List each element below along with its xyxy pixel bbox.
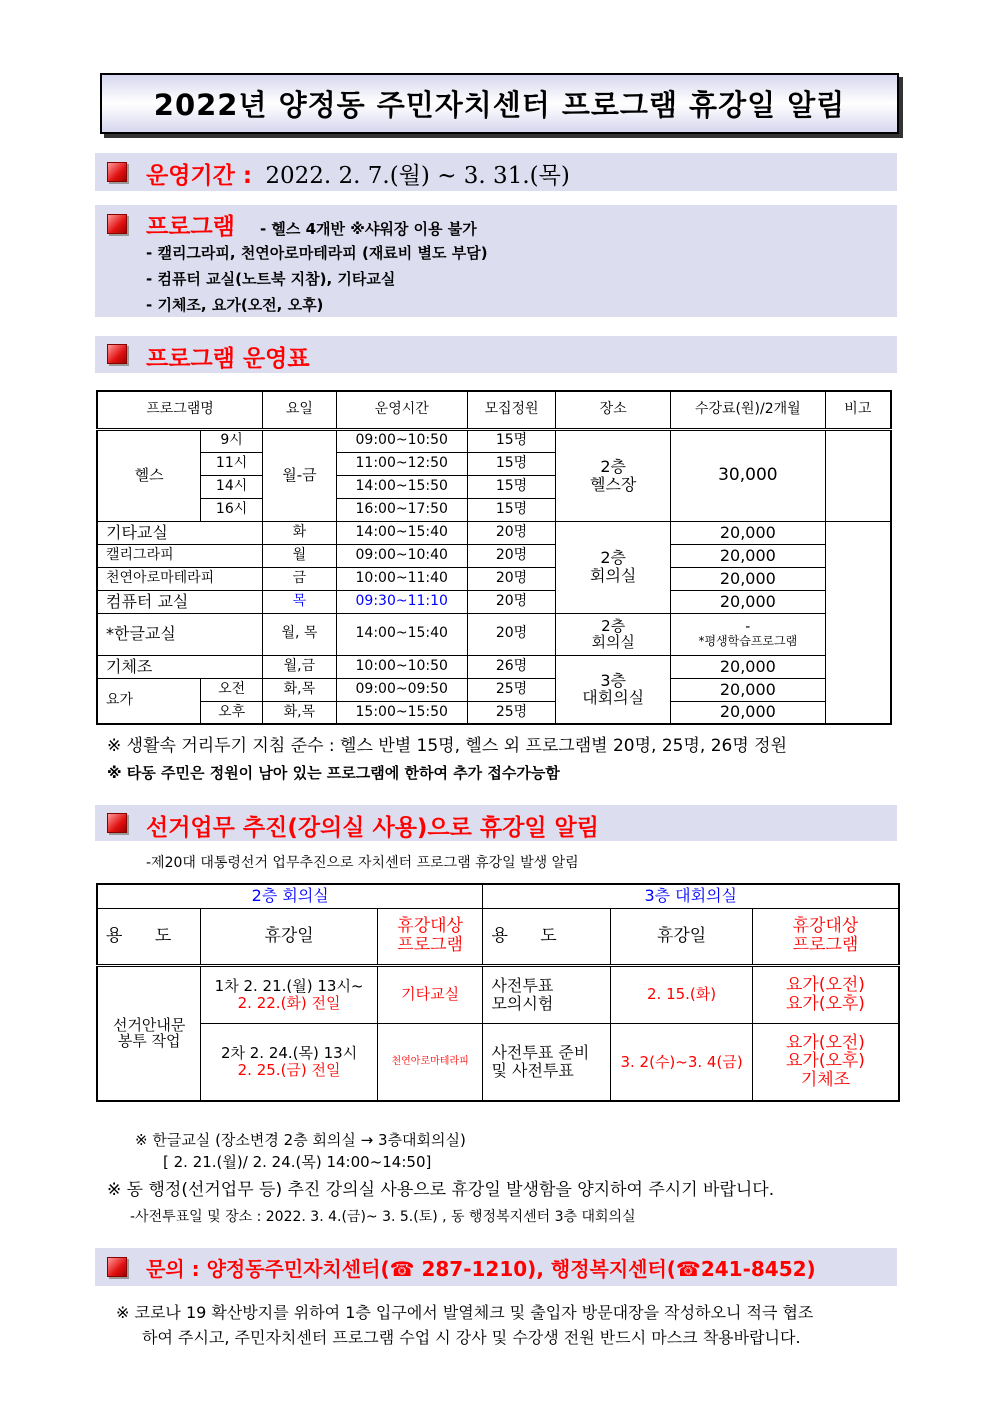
red-square-bullet-icon [107, 214, 127, 234]
day-header: 휴강일 [611, 908, 753, 965]
schedule-table [96, 390, 892, 725]
election-label: 선거업무 추진(강의실 사용)으로 휴강일 알림 [146, 815, 599, 841]
cap-cell: 20명 [467, 613, 556, 655]
table-row [97, 590, 891, 613]
column-header-row [97, 908, 899, 965]
time-cell: 10:00~11:40 [336, 567, 467, 590]
day-header: 휴강일 [201, 908, 377, 965]
table-row [97, 678, 891, 701]
fee-cell: 20,000 [671, 590, 826, 613]
fee-cell [671, 613, 826, 655]
fee-cell: 20,000 [671, 567, 826, 590]
day-line-a: 2차 2. 24.(목) 13시 [220, 1044, 358, 1063]
days-cell: 화 [263, 521, 337, 544]
program-name: 기타교실 [97, 521, 263, 544]
period-line [146, 157, 570, 190]
fee-cell: 20,000 [671, 544, 826, 567]
place-cell: 3층 대회의실 [556, 655, 671, 724]
fee-cell: 20,000 [671, 521, 826, 544]
table-row [97, 965, 899, 1023]
day-line-a: 1차 2. 21.(월) 13시~ [214, 977, 364, 995]
use-cell: 선거안내문 봉투 작업 [97, 965, 201, 1101]
room3-header: 3층 대회의실 [483, 884, 899, 908]
days-cell: 금 [263, 567, 337, 590]
schedule-note-1: ※ 생활속 거리두기 지침 준수 : 헬스 반별 15명, 헬스 외 프로그램별 20명, 25명, 26명 정원 [107, 736, 788, 756]
day-cell: 2. 15.(화) [611, 965, 753, 1023]
table-row [97, 429, 891, 452]
cap-cell: 26명 [467, 655, 556, 678]
days-cell: 월,금 [263, 655, 337, 678]
red-square-bullet-icon [107, 162, 127, 182]
election-table [96, 883, 900, 1102]
table-row [97, 655, 891, 678]
table-row [97, 567, 891, 590]
time-cell: 10:00~10:50 [336, 655, 467, 678]
election-note-b: [ 2. 21.(월)/ 2. 24.(목) 14:00~14:50] [163, 1153, 432, 1171]
cap-cell: 25명 [467, 678, 556, 701]
program-name: *한글교실 [97, 613, 263, 655]
header-cell: 운영시간 [336, 391, 467, 429]
time-cell: 15:00~15:50 [336, 701, 467, 724]
slot-cell: 14시 [201, 475, 263, 498]
header-cell: 장소 [556, 391, 671, 429]
program-line-1: - 캘리그라피, 천연아로마테라피 (재료비 별도 부담) [146, 244, 488, 262]
table-row [97, 521, 891, 544]
place-cell: 2층 회의실 [556, 521, 671, 613]
program-line-3: - 기체조, 요가(오전, 오후) [146, 296, 324, 314]
program-name: 헬스 [97, 429, 201, 521]
time-cell: 11:00~12:50 [336, 452, 467, 475]
slot-cell: 9시 [201, 429, 263, 452]
days-cell: 월-금 [263, 429, 337, 521]
day-cell [201, 965, 377, 1023]
fee-note: *평생학습프로그램 [698, 634, 798, 649]
use-header: 용 도 [97, 908, 201, 965]
program-name: 캘리그라피 [97, 544, 263, 567]
program-heading [146, 208, 477, 241]
day-cell: 3. 2(수)~3. 4(금) [611, 1023, 753, 1101]
day-line-b: 2. 25.(금) 전일 [237, 1060, 341, 1079]
election-subtitle: -제20대 대통령선거 업무추진으로 자치센터 프로그램 휴강일 발생 알림 [146, 855, 579, 871]
room2-header: 2층 회의실 [97, 884, 483, 908]
table-row [97, 544, 891, 567]
cap-cell: 20명 [467, 590, 556, 613]
prog-cell: 천연아로마테라피 [377, 1023, 483, 1101]
election-note-a: ※ 한글교실 (장소변경 2층 회의실 → 3층대회의실) [135, 1131, 466, 1149]
prog-cell: 요가(오전) 요가(오후) [752, 965, 899, 1023]
day-cell [201, 1023, 377, 1101]
place-cell: 2층 회의실 [556, 613, 671, 655]
cap-cell: 15명 [467, 475, 556, 498]
time-cell: 14:00~15:40 [336, 521, 467, 544]
fee-dash: - [745, 618, 751, 635]
time-cell: 09:00~10:40 [336, 544, 467, 567]
slot-cell: 11시 [201, 452, 263, 475]
cap-cell: 20명 [467, 521, 556, 544]
period-label: 운영기간 : [146, 163, 253, 189]
program-label: 프로그램 [146, 214, 235, 240]
schedule-label: 프로그램 운영표 [146, 346, 310, 372]
cap-cell: 15명 [467, 452, 556, 475]
table-header-row [97, 391, 891, 429]
fee-cell: 30,000 [671, 429, 826, 521]
program-line-2: - 컴퓨터 교실(노트북 지참), 기타교실 [146, 270, 396, 288]
note-cell [825, 521, 891, 724]
footer-line-2: 하여 주시고, 주민자치센터 프로그램 수업 시 강사 및 수강생 전원 반드시 마스크 착용바랍니다. [142, 1328, 801, 1347]
use-cell: 사전투표 모의시험 [483, 965, 611, 1023]
election-note-d: -사전투표일 및 장소 : 2022. 3. 4.(금)~ 3. 5.(토) , 동 행정복지센터 3층 대회의실 [130, 1209, 636, 1225]
program-name: 요가 [97, 678, 201, 724]
page-title-box [100, 73, 899, 134]
fee-cell: 20,000 [671, 701, 826, 724]
program-name: 기체조 [97, 655, 263, 678]
prog-cell: 요가(오전) 요가(오후) 기체조 [752, 1023, 899, 1101]
days-cell: 화,목 [263, 701, 337, 724]
days-cell: 목 [263, 590, 337, 613]
cap-cell: 15명 [467, 429, 556, 452]
slot-cell: 오후 [201, 701, 263, 724]
header-cell: 수강료(원)/2개월 [671, 391, 826, 429]
header-cell: 비고 [825, 391, 891, 429]
time-cell: 09:00~10:50 [336, 429, 467, 452]
red-square-bullet-icon [107, 1257, 127, 1277]
days-cell: 월, 목 [263, 613, 337, 655]
fee-cell: 20,000 [671, 678, 826, 701]
period-value: 2022. 2. 7.(월) ~ 3. 31.(목) [265, 163, 570, 189]
room-header-row [97, 884, 899, 908]
use-header: 용 도 [483, 908, 611, 965]
time-cell: 14:00~15:40 [336, 613, 467, 655]
election-note-c: ※ 동 행정(선거업무 등) 추진 강의실 사용으로 휴강일 발생함을 양지하여 주시기 바랍니다. [107, 1180, 775, 1200]
time-cell: 16:00~17:50 [336, 498, 467, 521]
cap-cell: 20명 [467, 544, 556, 567]
schedule-note-2: ※ 타동 주민은 정원이 남아 있는 프로그램에 한하여 추가 접수가능함 [107, 764, 560, 782]
footer-line-1: ※ 코로나 19 확산방지를 위하여 1층 입구에서 발열체크 및 출입자 방문대장을 작성하오니 적극 협조 [116, 1303, 814, 1322]
prog-header: 휴강대상 프로그램 [752, 908, 899, 965]
red-square-bullet-icon [107, 344, 127, 364]
red-square-bullet-icon [107, 813, 127, 833]
contact-text: 문의 : 양정동주민자치센터(☎ 287-1210), 행정복지센터(☎241-8452) [146, 1257, 816, 1281]
cap-cell: 20명 [467, 567, 556, 590]
prog-cell: 기타교실 [377, 965, 483, 1023]
time-cell: 09:00~09:50 [336, 678, 467, 701]
program-first-line: - 헬스 4개반 ※샤워장 이용 불가 [259, 220, 477, 238]
program-name: 컴퓨터 교실 [97, 590, 263, 613]
day-line-b: 2. 22.(화) 전일 [237, 993, 341, 1012]
cap-cell: 25명 [467, 701, 556, 724]
time-cell: 09:30~11:10 [336, 590, 467, 613]
note-cell [825, 429, 891, 521]
time-cell: 14:00~15:50 [336, 475, 467, 498]
prog-header: 휴강대상 프로그램 [377, 908, 483, 965]
header-cell: 모집정원 [467, 391, 556, 429]
table-row [97, 613, 891, 655]
header-cell: 요일 [263, 391, 337, 429]
slot-cell: 오전 [201, 678, 263, 701]
slot-cell: 16시 [201, 498, 263, 521]
table-row [97, 1023, 899, 1101]
days-cell: 화,목 [263, 678, 337, 701]
days-cell: 월 [263, 544, 337, 567]
program-name: 천연아로마테라피 [97, 567, 263, 590]
use-cell: 사전투표 준비 및 사전투표 [483, 1023, 611, 1101]
place-cell: 2층 헬스장 [556, 429, 671, 521]
table-row [97, 701, 891, 724]
fee-cell: 20,000 [671, 655, 826, 678]
header-cell: 프로그램명 [97, 391, 263, 429]
page-title: 2022년 양정동 주민자치센터 프로그램 휴강일 알림 [153, 88, 846, 122]
cap-cell: 15명 [467, 498, 556, 521]
